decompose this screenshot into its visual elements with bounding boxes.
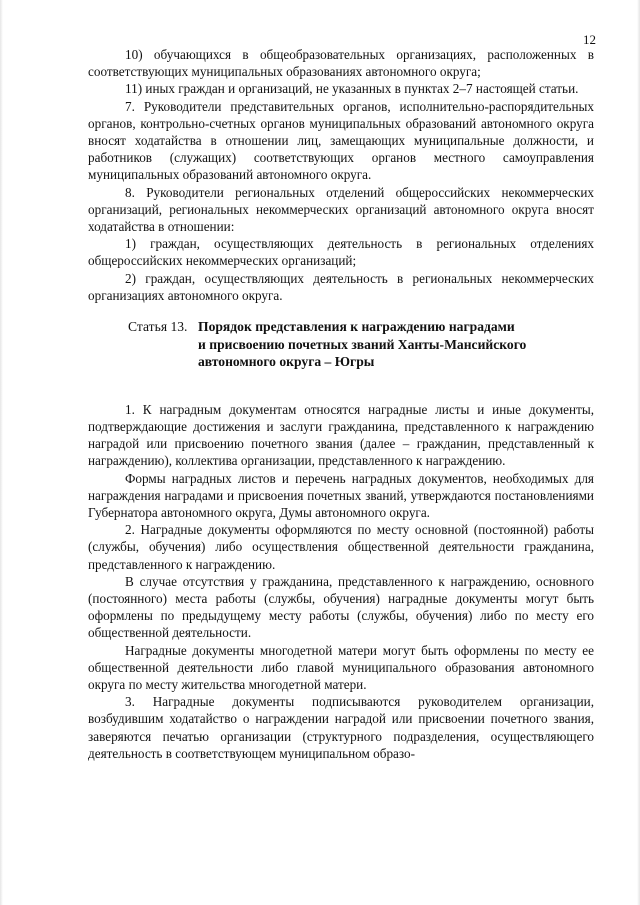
article-title-line: и присвоению почетных званий Ханты-Мансийского xyxy=(198,336,527,352)
paragraph: 8. Руководители региональных отделений общероссийских некоммерческих организаций, региональных некоммерческих организаций автономного округа вносят ходатайства в отношении: xyxy=(88,184,594,235)
paragraph: 11) иных граждан и организаций, не указанных в пунктах 2–7 настоящей статьи. xyxy=(125,81,579,97)
paragraph: Формы наградных листов и перечень наградных документов, необходимых для награждения наградами и присвоения почетных званий, утверждаются постановлениями Губернатора автономного округа, Думы автономного округа. xyxy=(88,470,594,521)
paragraph: 10) обучающихся в общеобразовательных организациях, расположенных в соответствующих муниципальных образованиях автономного округа; xyxy=(88,47,594,80)
paragraph: 2. Наградные документы оформляются по месту основной (постоянной) работы (службы, обучения) либо осуществления общественной деятельности гражданина, представленного к награждению. xyxy=(88,522,594,572)
article-heading xyxy=(88,318,594,371)
page-number: 12 xyxy=(583,32,596,47)
paragraph: Наградные документы многодетной матери могут быть оформлены по месту ее общественной деятельности либо главой муниципального образования автономного округа по месту жительства многодетной матери. xyxy=(88,642,594,693)
article-title xyxy=(198,318,594,371)
paragraph: 2) граждан, осуществляющих деятельность в региональных некоммерческих организациях автономного округа. xyxy=(88,270,594,303)
article-label: Статья 13. xyxy=(128,319,188,335)
paragraph: В случае отсутствия у гражданина, представленного к награждению, основного (постоянного) места работы (службы, обучения) наградные документы могут быть оформлены по предыдущему месту работы (службы, обучения) либо по месту его общественной деятельности. xyxy=(88,573,594,641)
document-body xyxy=(88,46,594,762)
paragraph: 1) граждан, осуществляющих деятельность в региональных отделениях общероссийских некоммерческих организаций; xyxy=(88,236,594,269)
paragraph: 7. Руководители представительных органов, исполнительно-распорядительных органов, контрольно-счетных органов муниципальных образований автономного округа вносят ходатайства в отношении лиц, замещающих муниципальные должности, и работников (служащих) соответствующих органов местного самоуправления муниципальных образований автономного округа. xyxy=(88,98,594,183)
article-title-line: автономного округа – Югры xyxy=(198,354,375,370)
paragraph: 1. К наградным документам относятся наградные листы и иные документы, подтверждающие достижения и заслуги гражданина, представленного к награждению наградой или присвоению почетного звания (далее – гражданин, представленный к награждению), коллектива организации, представленного к награждению. xyxy=(88,401,594,469)
scan-edge-left xyxy=(0,0,3,905)
article-title-line: Порядок представления к награждению наградами xyxy=(198,319,515,335)
paragraph: 3. Наградные документы подписываются руководителем организации, возбудившим ходатайство о награждении наградой или присвоении почетного звания, заверяются печатью организации (структурного подразделения, осуществляющего деятельность в соответствующем муниципальном образо- xyxy=(88,694,594,761)
